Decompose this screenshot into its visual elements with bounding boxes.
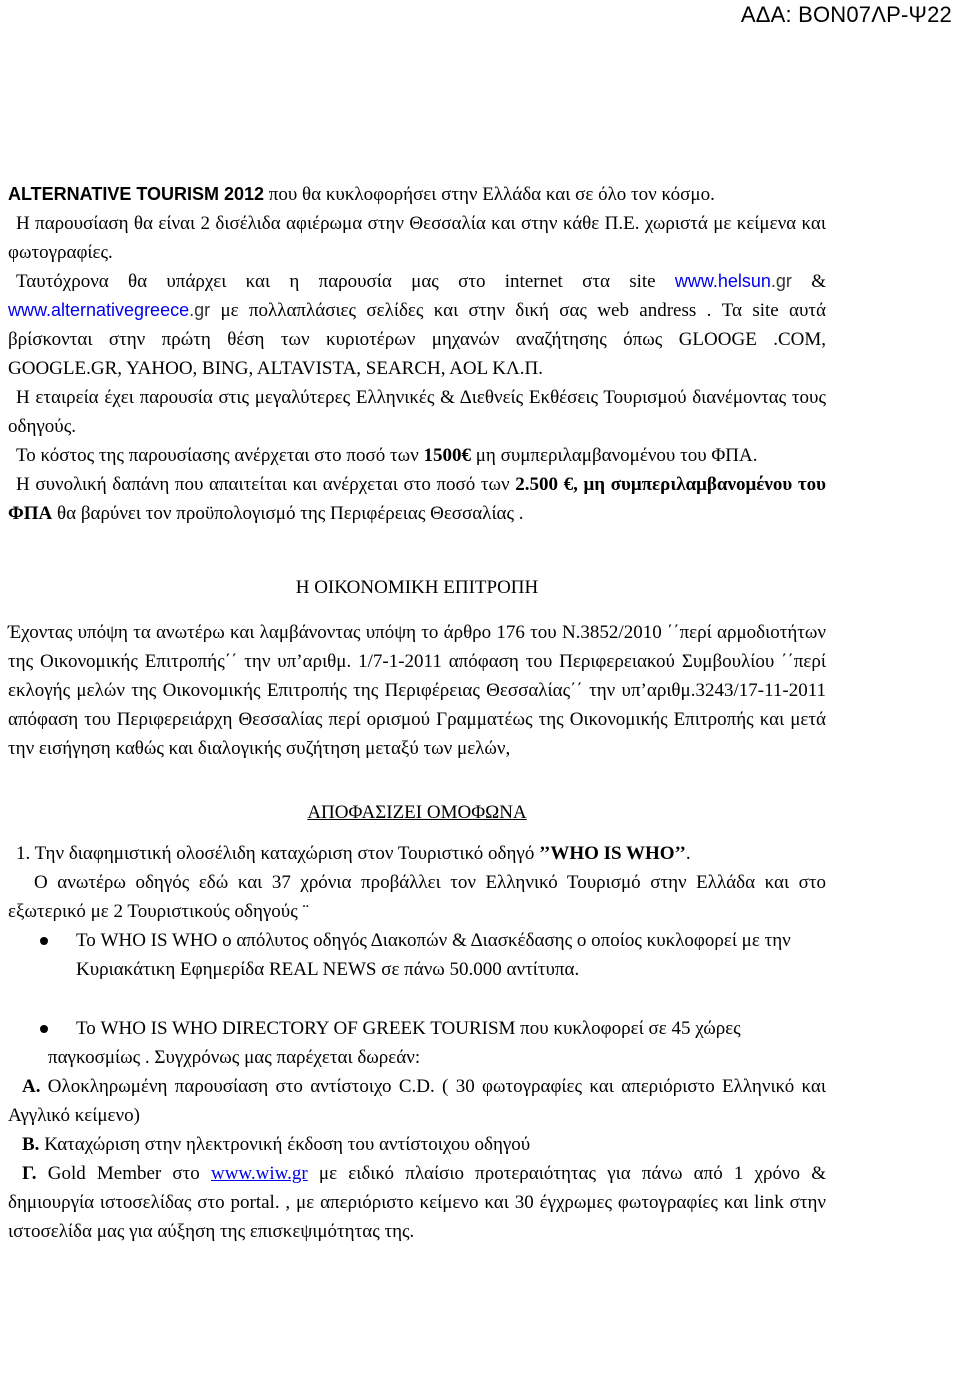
free-service-a: Α. Ολοκληρωμένη παρουσίαση στο αντίστοιχο C.D. ( 30 φωτογραφίες και απεριόριστο Ελληνικό και Αγγλικό κείμενο): [8, 1076, 826, 1126]
free-service-c: Γ. Gold Member στο www.wiw.gr με ειδικό πλαίσιο προτεραιότητας για πάνω από 1 χρόνο & δημιουργία ιστοσελίδας στο portal. , με απεριόριστο κείμενο και 30 έγχρωμες φωτογραφίες και link στην ιστοσελίδα μας για αύξηση της επισκεψιμότητας της.: [8, 1163, 827, 1242]
intro-line-4: Η εταιρεία έχει παρουσία στις μεγαλύτερες Ελληνικές & Διεθνείς Εκθέσεις Τουρισμού διανέμοντας τους οδηγούς.: [8, 387, 826, 437]
decision-item-1: 1. Την διαφημιστική ολοσέλιδη καταχώριση στον Τουριστικό οδηγό ’’WHO IS WHO’’.: [16, 843, 691, 864]
helsun-link[interactable]: www.helsun.gr: [674, 271, 792, 291]
event-title: ALTERNATIVE TOURISM 2012: [8, 184, 265, 204]
alternativegreece-link[interactable]: www.alternativegreece.gr: [8, 300, 211, 320]
who-is-who-name: ’’WHO IS WHO’’: [539, 843, 686, 864]
bullet-icon: [40, 937, 48, 945]
intro-line-5: Το κόστος της παρουσίασης ανέρχεται στο ποσό των 1500€ μη συμπεριλαμβανομένου του ΦΠΑ.: [16, 445, 758, 466]
free-service-b: Β. Καταχώριση στην ηλεκτρονική έκδοση του αντίστοιχου οδηγού: [22, 1134, 531, 1155]
list-item: Το WHO IS WHO ο απόλυτος οδηγός Διακοπών & Διασκέδασης ο οποίος κυκλοφορεί με την Κυριακάτικη Εφημερίδα REAL NEWS σε πάνω 50.000 αντίτυπα.: [8, 926, 826, 984]
total-amount: 2.500 €, μη συμπεριλαμβανομένου του ΦΠΑ: [8, 474, 827, 524]
committee-title: Η ΟΙΚΟΝΟΜΙΚΗ ΕΠΙΤΡΟΠΗ: [295, 577, 539, 598]
decision-paragraph-2: Ο ανωτέρω οδηγός εδώ και 37 χρόνια προβάλλει τον Ελληνικό Τουρισμό στην Ελλάδα και στο εξωτερικό με 2 Τουριστικούς οδηγούς ¨: [8, 872, 826, 922]
intro-line-6: Η συνολική δαπάνη που απαιτείται και ανέρχεται στο ποσό των 2.500 €, μη συμπεριλαμβανομένου του ΦΠΑ θα βαρύνει τον προϋπολογισμό της Περιφέρειας Θεσσαλίας .: [8, 474, 827, 524]
intro-line-2: Η παρουσίαση θα είναι 2 δισέλιδα αφιέρωμα στην Θεσσαλία και στην κάθε Π.Ε. χωριστά με κείμενα και φωτογραφίες.: [8, 213, 826, 263]
bullet-icon: [40, 1025, 48, 1033]
decision-title: ΑΠΟΦΑΣΙΖΕΙ ΟΜΟΦΩΝΑ: [307, 802, 527, 823]
cost-amount: 1500€: [423, 445, 471, 466]
intro-line-3: Ταυτόχρονα θα υπάρχει και η παρουσία μας στο internet στα site www.helsun.gr & www.alternativegreece.gr με πολλαπλάσιες σελίδες και στην δική σας web andress . Τα site αυτά βρίσκονται στην πρώτη θέση των κυριοτέρων μηχανών αναζήτησης όπως GLOOGE .COM, GOOGLE.GR, YAHOO, BING, ALTAVISTA, SEARCH, AOL ΚΛ.Π.: [8, 271, 827, 379]
list-item: Το WHO IS WHO DIRECTORY OF GREEK TOURISM που κυκλοφορεί σε 45 χώρες: [8, 1014, 826, 1043]
wiw-link[interactable]: www.wiw.gr: [210, 1163, 308, 1184]
committee-body: Έχοντας υπόψη τα ανωτέρω και λαμβάνοντας υπόψη το άρθρο 176 του Ν.3852/2010 ΄΄περί αρμοδιοτήτων της Οικονομικής Επιτροπής΄΄ την υπ’αριθμ. 1/7-1-2011 απόφαση του Περιφερειακού Συμβουλίου ΄΄περί εκλογής μελών της Οικονομικής Επιτροπής της Περιφέρειας Θεσσαλίας΄΄ την υπ’αριθμ.3243/17-11-2011 απόφαση του Περιφερειάρχη Θεσσαλίας περί ορισμού Γραμματέως της Οικονομικής Επιτροπής και μετά την εισήγηση καθώς και διαλογικής συζήτηση μεταξύ των μελών,: [8, 622, 826, 759]
free-services-intro: παγκοσμίως . Συγχρόνως μας παρέχεται δωρεάν:: [48, 1047, 421, 1068]
guides-list: [8, 926, 826, 1043]
document-body: [8, 180, 826, 1246]
intro-line-1: ALTERNATIVE TOURISM 2012 που θα κυκλοφορήσει στην Ελλάδα και σε όλο τον κόσμο.: [8, 184, 715, 205]
ada-header: ΑΔΑ: ΒΟΝ07ΛΡ-Ψ22: [740, 2, 952, 27]
